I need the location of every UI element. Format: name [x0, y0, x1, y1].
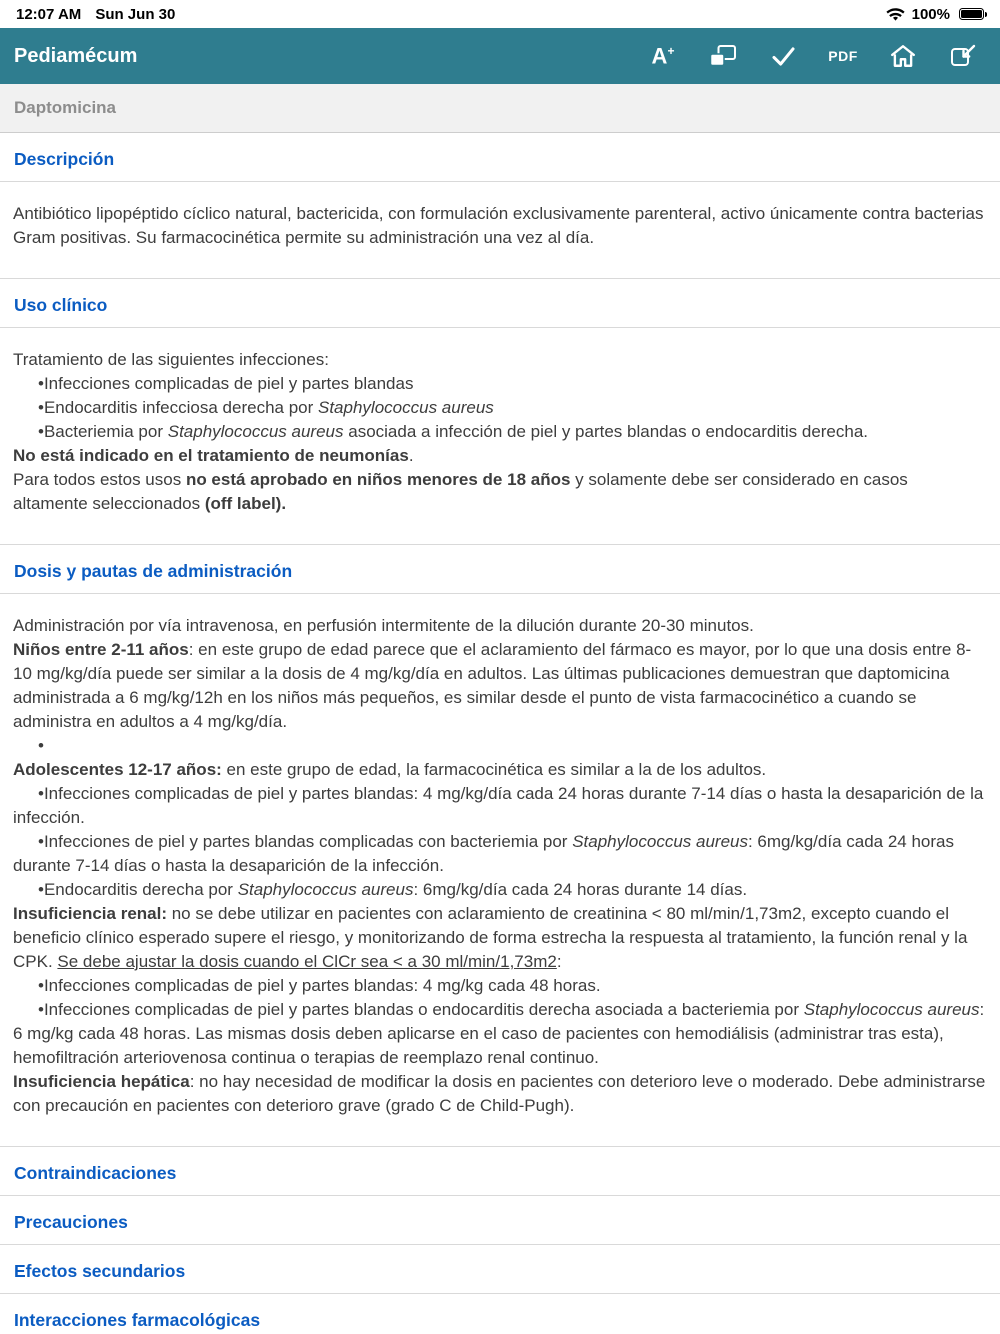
paragraph — [13, 614, 987, 638]
text-segment: Insuficiencia hepática — [13, 1072, 190, 1091]
paragraph — [13, 444, 987, 468]
text-segment: : en este grupo de edad parece que el aclaramiento del fármaco es mayor, por lo que una dosis entre 8-10 mg/kg/día puede ser similar a la dosis de 4 mg/kg/día en adultos. Las últimas publicaciones demuestran que daptomicina administrada a 6 mg/kg/12h en los niños más pequeños, es similar desde el punto de vista farmacocinético a cuando se administra en adultos a 4 mg/kg/día. — [13, 640, 972, 731]
text-segment: •Infecciones complicadas de piel y partes blandas: 4 mg/kg cada 48 horas. — [38, 976, 601, 995]
text-segment: en este grupo de edad, la farmacocinética es similar a la de los adultos. — [221, 760, 767, 779]
status-right — [886, 6, 984, 23]
divider — [0, 1244, 1000, 1245]
paragraph — [13, 830, 987, 878]
text-segment: (off label). — [204, 494, 287, 513]
text-segment: Tratamiento de las siguientes infecciones: — [13, 350, 329, 369]
home-button[interactable] — [888, 38, 918, 74]
section-efectos-secundarios — [0, 1261, 1000, 1294]
exit-icon — [950, 44, 976, 68]
text-segment: Staphylococcus aureus — [318, 398, 494, 417]
text-segment: Insuficiencia renal: — [13, 904, 167, 923]
status-left — [16, 6, 175, 23]
nav-icons — [648, 38, 978, 74]
content-scroll[interactable] — [0, 149, 1000, 1334]
text-segment: Staphylococcus aureus — [803, 1000, 980, 1019]
home-icon — [890, 44, 916, 68]
fullscreen-icon — [709, 44, 737, 68]
app-title: Pediamécum — [14, 44, 138, 67]
text-segment: No está indicado en el tratamiento de neumonías — [13, 446, 409, 465]
text-segment: • — [38, 736, 44, 755]
drug-name: Daptomicina — [14, 98, 117, 117]
paragraph — [13, 468, 987, 516]
text-segment: Adolescentes 12-17 años: — [13, 760, 222, 779]
text-segment: •Infecciones complicadas de piel y partes blandas — [38, 374, 414, 393]
pdf-icon: PDF — [828, 48, 858, 64]
section-title-contraindicaciones[interactable]: Contraindicaciones — [14, 1163, 177, 1183]
paragraph — [13, 734, 987, 758]
divider — [0, 278, 1000, 279]
paragraph — [13, 974, 987, 998]
text-segment: •Infecciones de piel y partes blandas complicadas con bacteriemia por — [38, 832, 573, 851]
section-title-efectos-secundarios[interactable]: Efectos secundarios — [14, 1261, 186, 1281]
paragraph — [13, 348, 987, 372]
section-body-dosis — [0, 594, 1000, 1146]
text-segment: : no hay necesidad de modificar la dosis en pacientes con deterioro leve o moderado. Debe administrarse con precaución en pacientes con deterioro grave (grado C de Child-Pugh). — [13, 1072, 986, 1115]
text-segment: Administración por vía intravenosa, en perfusión intermitente de la dilución durante 20-30 minutos. — [13, 616, 754, 635]
paragraph — [13, 396, 987, 420]
text-segment: : 6mg/kg/día cada 24 horas durante 7-14 días o hasta la desaparición de la infección. — [13, 832, 955, 875]
paragraph — [13, 638, 987, 734]
text-segment: . — [408, 446, 414, 465]
font-size-icon: A+ — [651, 43, 675, 69]
divider — [0, 1195, 1000, 1196]
text-segment: •Bacteriemia por — [38, 422, 168, 441]
fullscreen-button[interactable] — [708, 38, 738, 74]
divider — [0, 1293, 1000, 1294]
text-segment: Se debe ajustar la dosis cuando el ClCr sea < a 30 ml/min/1,73m2 — [57, 952, 557, 971]
section-title-dosis[interactable]: Dosis y pautas de administración — [14, 561, 293, 581]
nav-bar — [0, 28, 1000, 84]
paragraph — [13, 782, 987, 830]
drug-title-bar — [0, 84, 1000, 133]
paragraph — [13, 902, 987, 974]
exit-button[interactable] — [948, 38, 978, 74]
divider — [0, 544, 1000, 545]
font-size-button[interactable] — [648, 38, 678, 74]
section-body-uso-clinico — [0, 328, 1000, 544]
check-button[interactable] — [768, 38, 798, 74]
text-segment: •Infecciones complicadas de piel y partes blandas o endocarditis derecha asociada a bacteriemia por — [38, 1000, 804, 1019]
paragraph — [13, 420, 987, 444]
paragraph — [13, 202, 987, 250]
section-precauciones — [0, 1212, 1000, 1245]
text-segment: •Infecciones complicadas de piel y partes blandas: 4 mg/kg/día cada 24 horas durante 7-14 días o hasta la desaparición de la infección. — [13, 784, 984, 827]
divider — [0, 1146, 1000, 1147]
text-segment: : — [556, 952, 562, 971]
text-segment: •Endocarditis infecciosa derecha por — [38, 398, 318, 417]
section-interacciones — [0, 1310, 1000, 1334]
status-date: Sun Jun 30 — [95, 5, 176, 23]
section-contraindicaciones — [0, 1163, 1000, 1196]
paragraph — [13, 998, 987, 1070]
battery-percent: 100% — [911, 5, 950, 23]
wifi-icon — [886, 8, 905, 21]
section-title-interacciones[interactable]: Interacciones farmacológicas — [14, 1310, 261, 1330]
battery-fill — [961, 10, 982, 19]
section-body-descripcion — [0, 182, 1000, 278]
section-title-descripcion[interactable]: Descripción — [14, 149, 115, 169]
text-segment: Antibiótico lipopéptido cíclico natural, bactericida, con formulación exclusivamente parenteral, activo únicamente contra bacterias Gram positivas. Su farmacocinética permite su administración una vez al día. — [13, 204, 984, 247]
paragraph — [13, 758, 987, 782]
text-segment: no está aprobado en niños menores de 18 años — [185, 470, 571, 489]
status-time: 12:07 AM — [16, 5, 82, 23]
text-segment: y solamente debe ser considerado en casos altamente seleccionados — [13, 470, 908, 513]
text-segment: Staphylococcus aureus — [237, 880, 414, 899]
paragraph — [13, 1070, 987, 1118]
text-segment: Para todos estos usos — [13, 470, 186, 489]
pdf-button[interactable] — [828, 38, 858, 74]
section-title-precauciones[interactable]: Precauciones — [14, 1212, 128, 1232]
check-icon — [772, 47, 795, 66]
text-segment: Niños entre 2-11 años — [13, 640, 189, 659]
text-segment: asociada a infección de piel y partes blandas o endocarditis derecha. — [343, 422, 869, 441]
section-dosis — [0, 561, 1000, 1147]
text-segment: Staphylococcus aureus — [167, 422, 344, 441]
text-segment: no se debe utilizar en pacientes con aclaramiento de creatinina < 80 ml/min/1,73m2, excepto cuando el beneficio clínico esperado supere el riesgo, y monitorizando de forma estrecha la respuesta al tratamiento, la función renal y la CPK. — [13, 904, 968, 971]
section-title-uso-clinico[interactable]: Uso clínico — [14, 295, 108, 315]
text-segment: : 6mg/kg/día cada 24 horas durante 14 días. — [413, 880, 748, 899]
text-segment: •Endocarditis derecha por — [38, 880, 238, 899]
section-uso-clinico — [0, 295, 1000, 545]
section-descripcion — [0, 149, 1000, 279]
paragraph — [13, 878, 987, 902]
text-segment: : 6 mg/kg cada 48 horas. Las mismas dosis deben aplicarse en el caso de pacientes con hemodiálisis (administrar tras esta), hemofiltración arteriovenosa continua o terapias de reemplazo renal continuo. — [13, 1000, 985, 1067]
status-bar — [0, 0, 1000, 28]
paragraph — [13, 372, 987, 396]
text-segment: Staphylococcus aureus — [572, 832, 748, 851]
battery-icon — [959, 8, 984, 21]
battery-tip — [985, 12, 988, 18]
